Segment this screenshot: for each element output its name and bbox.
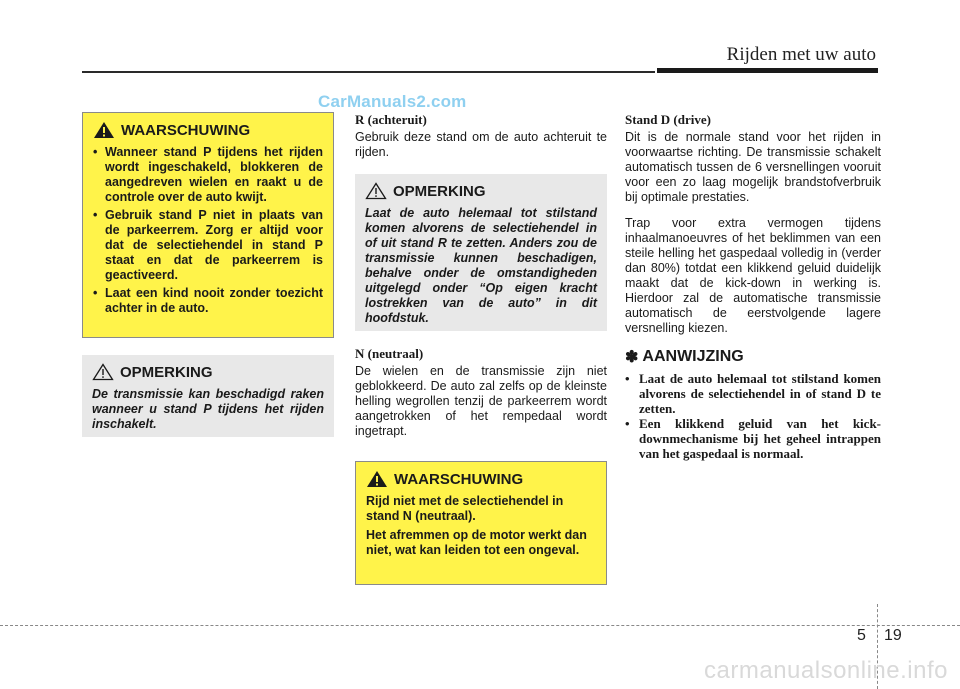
column-right	[625, 112, 881, 461]
footer-rule	[0, 625, 960, 626]
warning-label: WAARSCHUWING	[394, 470, 524, 488]
text-reverse: Gebruik deze stand om de auto achteruit te rijden.	[355, 130, 607, 159]
header-rule	[82, 71, 655, 73]
tip-list	[625, 371, 881, 461]
asterisk-icon: ✽	[625, 349, 639, 366]
column-middle	[355, 112, 607, 585]
caution-triangle-icon	[92, 363, 114, 381]
watermark-top: CarManuals2.com	[318, 92, 467, 111]
warning-item: • Gebruik stand P niet in plaats van de parkeerrem. Zorg er altijd voor dat de selectiehendel in stand P staat en dat de parkeerrem is geactiveerd.	[93, 208, 323, 283]
warning-item: • Laat een kind nooit zonder toezicht achter in de auto.	[93, 286, 323, 316]
note-text: De transmissie kan beschadigd raken wanneer u stand P tijdens het rijden inschakelt.	[92, 387, 324, 431]
chapter-title: Rijden met uw auto	[726, 44, 876, 65]
warning-text	[366, 494, 596, 558]
warning-title	[93, 121, 323, 139]
note-label: OPMERKING	[120, 363, 213, 381]
note-box-park	[82, 355, 334, 437]
warning-label: WAARSCHUWING	[121, 121, 251, 139]
text-drive: Dit is de normale stand voor het rijden in voorwaartse richting. De transmissie schakelt automatisch tussen de 6 versnellingen vooruit voor een zo laag mogelijk brandstofverbruik bij optimale prestaties.	[625, 130, 881, 204]
heading-reverse: R (achteruit)	[355, 112, 427, 127]
header-rule-accent	[657, 68, 878, 73]
note-text: Laat de auto helemaal tot stilstand komen alvorens de selectiehendel in of uit stand R te zetten. Anders zou de transmissie kunnen beschadigen, behalve onder de omstandigheden uitgelegd onder “Op eigen kracht lostrekken van de auto” in dit hoofdstuk.	[365, 206, 597, 325]
warning-triangle-icon	[93, 121, 115, 139]
warning-paragraph: Het afremmen op de motor werkt dan niet, wat kan leiden tot een ongeval.	[366, 528, 587, 557]
warning-box-neutral	[355, 461, 607, 585]
warning-title	[366, 470, 596, 488]
tip-item: • Laat de auto helemaal tot stilstand komen alvorens de selectiehendel in of stand D te zetten.	[625, 371, 881, 416]
tip-item: • Een klikkend geluid van het kick-downmechanisme bij het geheel intrappen van het gaspedaal is normaal.	[625, 416, 881, 461]
text-neutral: De wielen en de transmissie zijn niet geblokkeerd. De auto zal zelfs op de kleinste helling wegrollen tenzij de parkeerrem wordt aangetrokken of het rempedaal wordt ingetrapt.	[355, 364, 607, 438]
page-number: 19	[884, 627, 902, 644]
chapter-number: 5	[857, 627, 866, 644]
warning-item: • Wanneer stand P tijdens het rijden wordt ingeschakeld, blokkeren de aangedreven wielen en raakt u de controle over de auto kwijt.	[93, 145, 323, 205]
text-kickdown: Trap voor extra vermogen tijdens inhaalmanoeuvres of het beklimmen van een steile helling het gaspedaal volledig in (verder dan 80%) totdat een klikkend geluid duidelijk maakt dat de kick-down in werking is. Hierdoor zal de automatische transmissie automatisch de eerstvolgende lagere versnelling kiezen.	[625, 216, 881, 335]
column-left	[82, 112, 334, 437]
warning-paragraph: Rijd niet met de selectiehendel in stand N (neutraal).	[366, 494, 564, 523]
note-title	[365, 182, 597, 200]
tip-heading	[625, 347, 881, 367]
warning-list	[93, 145, 323, 316]
note-label: OPMERKING	[393, 182, 486, 200]
heading-neutral: N (neutraal)	[355, 346, 424, 361]
watermark-bottom: carmanualsonline.info	[704, 657, 948, 684]
heading-drive: Stand D (drive)	[625, 112, 711, 127]
warning-triangle-icon	[366, 470, 388, 488]
note-title	[92, 363, 324, 381]
tip-label: AANWIJZING	[642, 348, 744, 365]
note-box-reverse	[355, 174, 607, 331]
warning-box-park	[82, 112, 334, 338]
caution-triangle-icon	[365, 182, 387, 200]
